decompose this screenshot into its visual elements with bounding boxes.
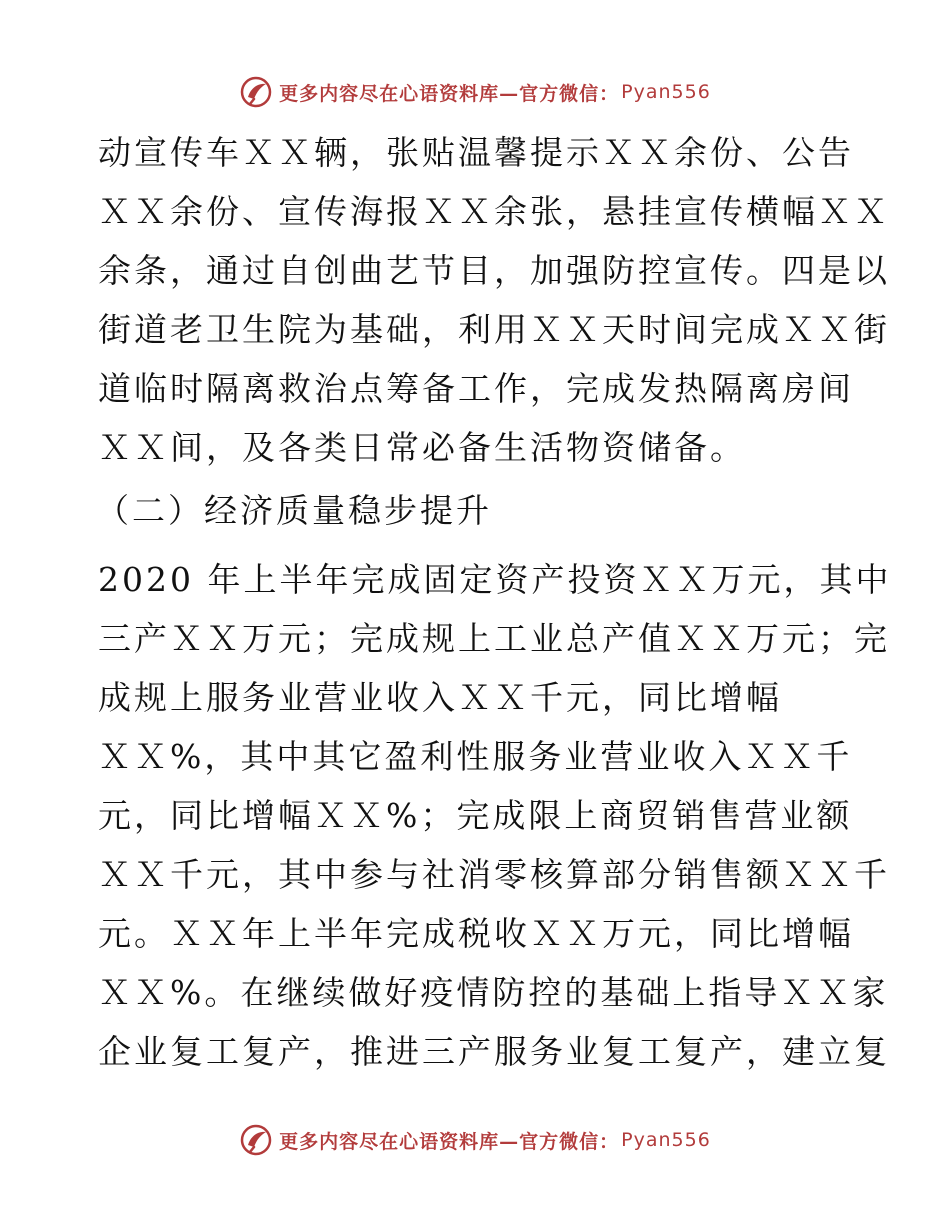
watermark-logo-icon — [239, 75, 273, 109]
text-line: 街道老卫生院为基础，利用ＸＸ天时间完成ＸＸ街 — [98, 310, 890, 349]
text-line: 元。ＸＸ年上半年完成税收ＸＸ万元，同比增幅 — [98, 914, 854, 953]
watermark-wechat-id: Pyan556 — [621, 1129, 711, 1151]
header-watermark — [0, 72, 950, 112]
text-line: 道临时隔离救治点筹备工作，完成发热隔离房间 — [98, 369, 854, 408]
text-line: 三产ＸＸ万元；完成规上工业总产值ＸＸ万元；完 — [98, 619, 890, 658]
document-body — [96, 123, 892, 1081]
text-line: ＸＸ千元，其中参与社消零核算部分销售额ＸＸ千 — [98, 855, 890, 894]
text-line: ＸＸ余份、宣传海报ＸＸ余张，悬挂宣传横幅ＸＸ — [98, 192, 890, 231]
watermark-logo-icon — [239, 1123, 273, 1157]
text-line: 动宣传车ＸＸ辆，张贴温馨提示ＸＸ余份、公告 — [98, 133, 854, 172]
text-line: ＸＸ%，其中其它盈利性服务业营业收入ＸＸ千 — [98, 737, 853, 776]
text-line: 元，同比增幅ＸＸ%；完成限上商贸销售营业额 — [98, 796, 853, 835]
watermark-wechat-id: Pyan556 — [621, 81, 711, 103]
watermark-text: 更多内容尽在心语资料库—官方微信： — [279, 1130, 620, 1153]
paragraph-2 — [98, 550, 892, 1081]
section-heading: （二）经济质量稳步提升 — [96, 491, 492, 530]
footer-watermark — [0, 1120, 950, 1160]
text-line: 余条，通过自创曲艺节目，加强防控宣传。四是以 — [98, 251, 890, 290]
text-line: 成规上服务业营业收入ＸＸ千元，同比增幅 — [98, 678, 782, 717]
text-line: ＸＸ%。在继续做好疫情防控的基础上指导ＸＸ家 — [98, 973, 889, 1012]
text-line: ＸＸ间，及各类日常必备生活物资储备。 — [98, 428, 746, 467]
text-line: 企业复工复产，推进三产服务业复工复产，建立复 — [98, 1032, 890, 1071]
paragraph-1 — [98, 123, 890, 477]
watermark-text: 更多内容尽在心语资料库—官方微信： — [279, 82, 620, 105]
text-line: 2020 年上半年完成固定资产投资ＸＸ万元，其中 — [98, 560, 892, 599]
